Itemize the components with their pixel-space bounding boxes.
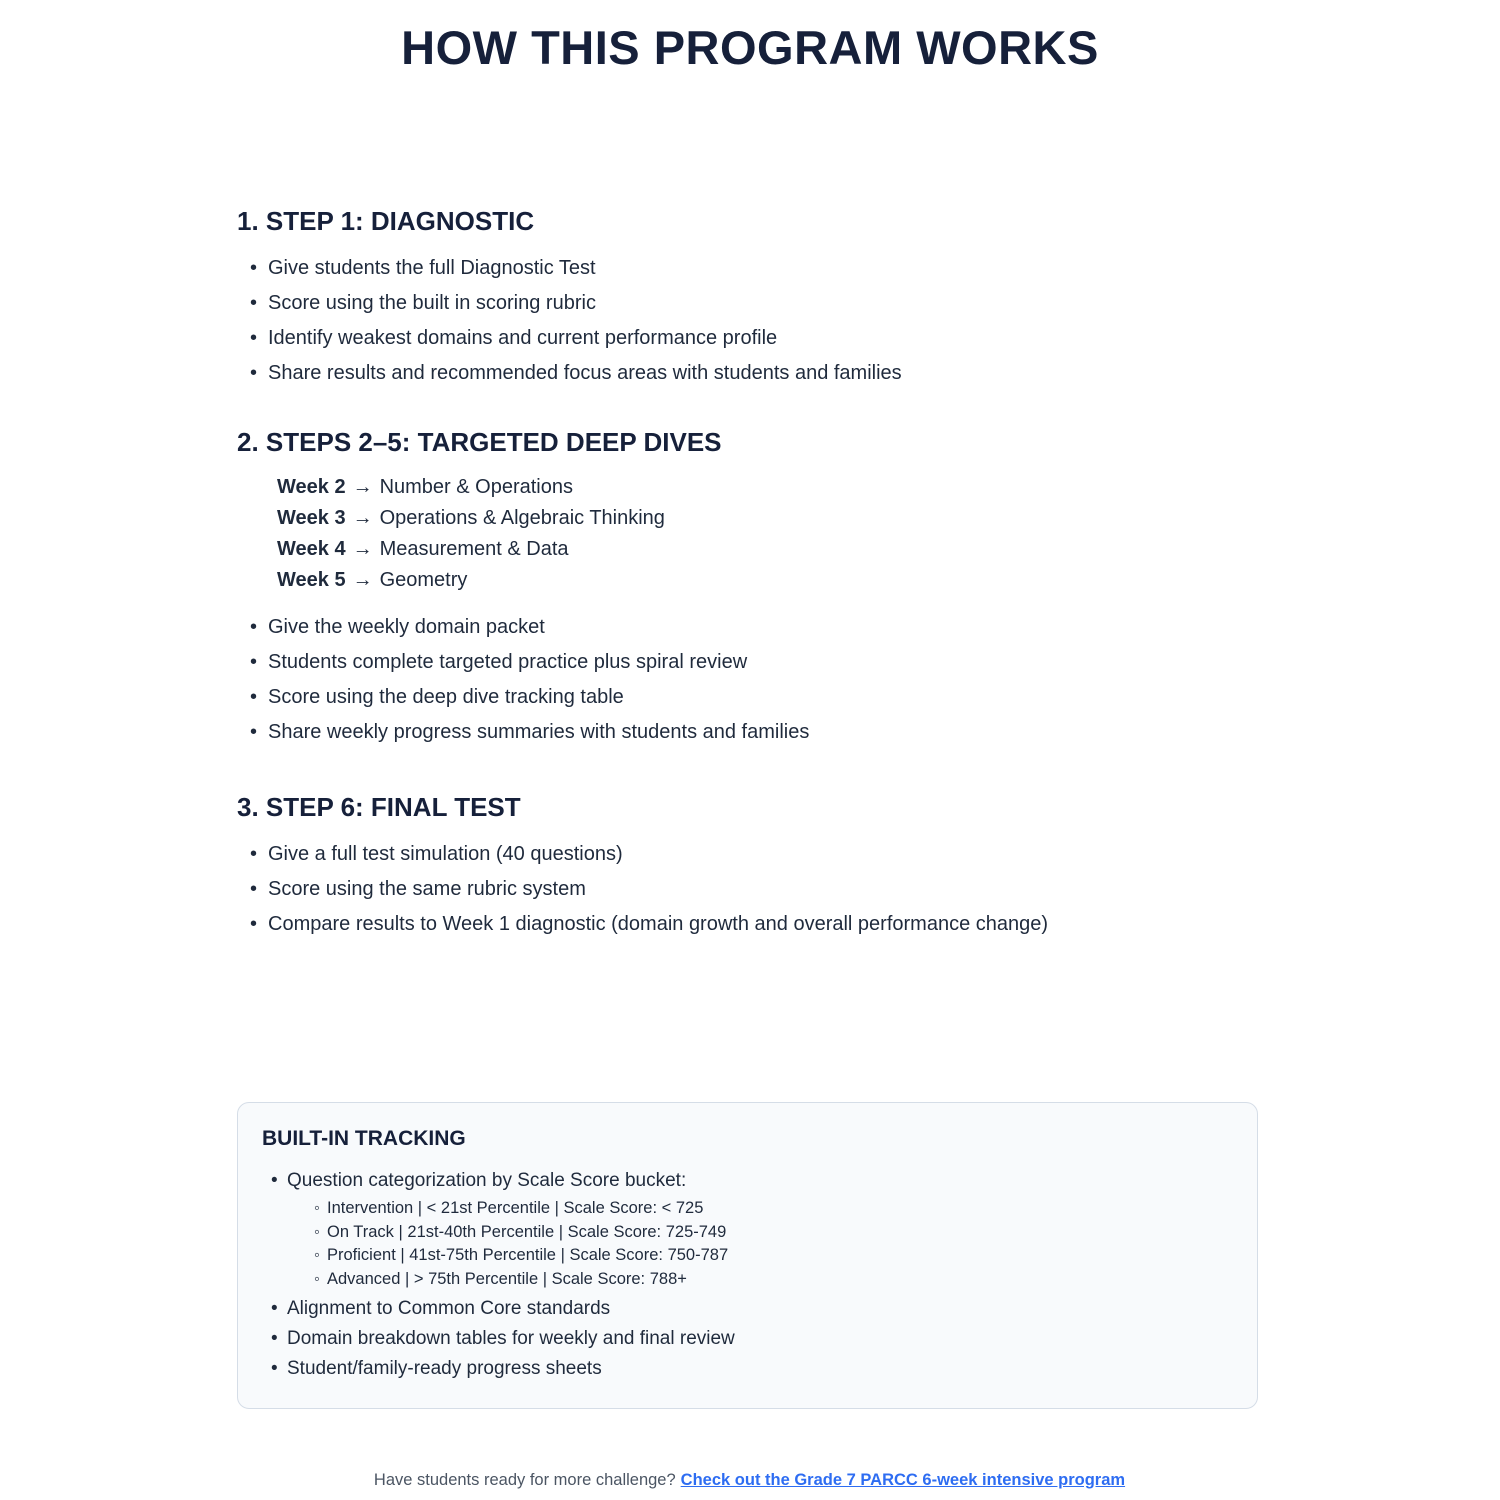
document-body (237, 205, 1262, 1491)
list-item: • Alignment to Common Core standards (271, 1294, 1229, 1324)
right-arrow-icon: → (352, 476, 373, 498)
built-in-tracking-panel (237, 1102, 1258, 1409)
bullet-list (237, 610, 1262, 750)
week-topic: Operations & Algebraic Thinking (379, 507, 665, 529)
section-step-1-diagnostic (237, 205, 1262, 391)
week-label: Week 2 (277, 476, 346, 498)
week-label: Week 3 (277, 507, 346, 529)
week-topic: Number & Operations (379, 476, 573, 498)
section-step-6-final-test (237, 791, 1262, 942)
score-bucket-item: ◦ Advanced | > 75th Percentile | Scale Score: 788+ (314, 1268, 1229, 1292)
list-item: • Give students the full Diagnostic Test (250, 251, 1262, 286)
list-item: • Give the weekly domain packet (250, 610, 1262, 645)
right-arrow-icon: → (352, 538, 373, 560)
score-bucket-item: ◦ Intervention | < 21st Percentile | Scale Score: < 725 (314, 1197, 1229, 1221)
list-item: • Score using the deep dive tracking table (250, 680, 1262, 715)
tracking-panel-heading: BUILT-IN TRACKING (262, 1127, 466, 1150)
tracking-bullet-list (262, 1166, 1229, 1384)
week-label: Week 4 (277, 538, 346, 560)
section-heading: 3. STEP 6: FINAL TEST (237, 792, 521, 822)
list-item: • Give a full test simulation (40 questions) (250, 837, 1262, 872)
section-heading: 2. STEPS 2–5: TARGETED DEEP DIVES (237, 427, 722, 457)
week-line (277, 534, 1262, 565)
bullet-list (237, 251, 1262, 391)
list-item: • Compare results to Week 1 diagnostic (domain growth and overall performance change) (250, 907, 1262, 942)
footer-prompt-text: Have students ready for more challenge? (373, 1471, 676, 1489)
week-topic: Measurement & Data (379, 538, 569, 560)
list-item: • Share weekly progress summaries with students and families (250, 715, 1262, 750)
section-heading: 1. STEP 1: DIAGNOSTIC (237, 206, 535, 236)
right-arrow-icon: → (352, 569, 373, 591)
bucket-intro-text: Question categorization by Scale Score bucket: (287, 1170, 687, 1191)
week-line (277, 472, 1262, 503)
list-item: • Identify weakest domains and current performance profile (250, 321, 1262, 356)
section-steps-2-5-deep-dives (237, 426, 1262, 750)
week-line (277, 503, 1262, 534)
list-item: • Students complete targeted practice plus spiral review (250, 645, 1262, 680)
list-item: • Domain breakdown tables for weekly and final review (271, 1324, 1229, 1354)
week-topic: Geometry (379, 569, 468, 591)
score-bucket-item: ◦ On Track | 21st-40th Percentile | Scale Score: 725-749 (314, 1221, 1229, 1245)
list-item (271, 1166, 1229, 1291)
list-item: • Score using the same rubric system (250, 872, 1262, 907)
grade-7-parcc-program-link[interactable]: Check out the Grade 7 PARCC 6-week intensive program (680, 1471, 1126, 1489)
week-label: Week 5 (277, 569, 346, 591)
bullet-list (237, 837, 1262, 942)
score-bucket-item: ◦ Proficient | 41st-75th Percentile | Scale Score: 750-787 (314, 1244, 1229, 1268)
score-bucket-list (287, 1197, 1229, 1291)
week-schedule (277, 472, 1262, 596)
list-item: • Score using the built in scoring rubric (250, 286, 1262, 321)
page-title: HOW THIS PROGRAM WORKS (401, 21, 1099, 74)
week-line (277, 565, 1262, 596)
right-arrow-icon: → (352, 507, 373, 529)
list-item: • Student/family-ready progress sheets (271, 1354, 1229, 1384)
list-item: • Share results and recommended focus areas with students and families (250, 356, 1262, 391)
footer (237, 1469, 1262, 1491)
